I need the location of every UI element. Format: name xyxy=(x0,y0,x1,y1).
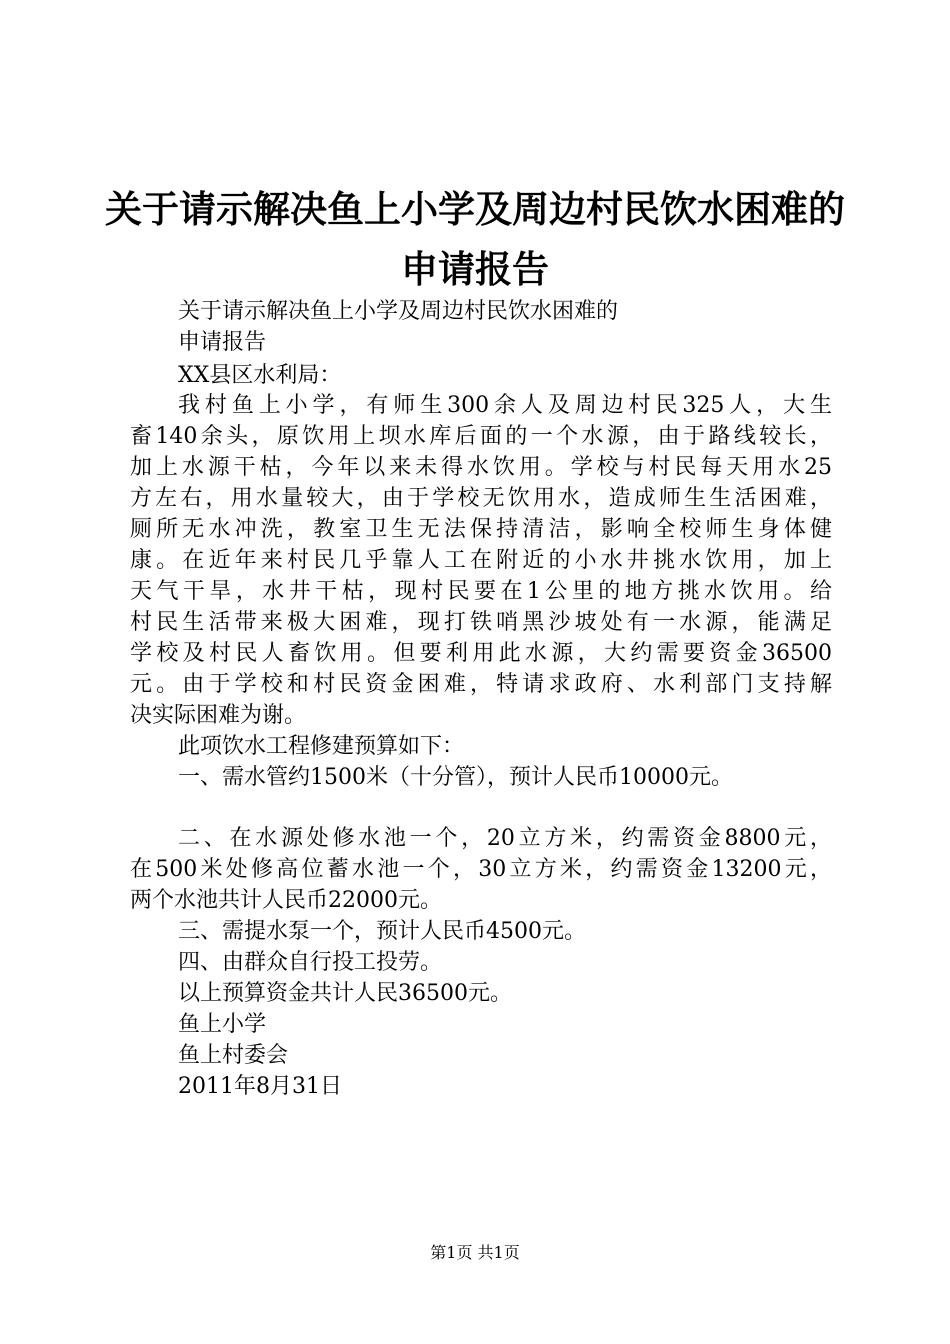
body-line: 元。由于学校和村民资金困难，特请求政府、水利部门支持解 xyxy=(130,672,832,697)
document-date: 2011年8月31日 xyxy=(178,1074,342,1099)
budget-intro: 此项饮水工程修建预算如下： xyxy=(178,734,465,759)
budget-item-1: 一、需水管约1500米（十分管），预计人民币10000元。 xyxy=(178,765,733,790)
body-line: 畜140余头，原饮用上坝水库后面的一个水源，由于路线较长， xyxy=(130,424,832,449)
page-footer: 第1页 共1页 xyxy=(430,1243,520,1262)
body-line: 村民生活带来极大困难，现打铁哨黑沙坡处有一水源，能满足 xyxy=(130,610,832,635)
body-line: 康。在近年来村民几乎靠人工在附近的小水井挑水饮用，加上 xyxy=(130,548,832,573)
document-title-line-1: 关于请示解决鱼上小学及周边村民饮水困难的 xyxy=(105,188,845,231)
body-line: 天气干旱，水井干枯，现村民要在1公里的地方挑水饮用。给 xyxy=(130,579,832,604)
addressee: XX县区水利局： xyxy=(178,363,342,388)
document-title-line-2: 申请报告 xyxy=(401,248,549,291)
budget-item-3: 三、需提水泵一个，预计人民币4500元。 xyxy=(178,919,586,944)
header-line-2: 申请报告 xyxy=(178,330,267,355)
header-line-1: 关于请示解决鱼上小学及周边村民饮水困难的 xyxy=(178,299,619,324)
body-line: 学校及村民人畜饮用。但要利用此水源，大约需要资金36500 xyxy=(130,641,832,666)
budget-total: 以上预算资金共计人民36500元。 xyxy=(178,981,512,1006)
budget-item-2-line: 在500米处修高位蓄水池一个，30立方米，约需资金13200元， xyxy=(130,857,832,882)
budget-item-4: 四、由群众自行投工投劳。 xyxy=(178,950,443,975)
budget-item-2-line: 二、在水源处修水池一个，20立方米，约需资金8800元， xyxy=(178,826,832,851)
body-line: 方左右，用水量较大，由于学校无饮用水，造成师生生活困难， xyxy=(130,486,832,511)
budget-item-2-line: 两个水池共计人民币22000元。 xyxy=(130,888,442,913)
body-line: 加上水源干枯，今年以来未得水饮用。学校与村民每天用水25 xyxy=(130,455,832,480)
body-line: 我村鱼上小学，有师生300余人及周边村民325人，大生 xyxy=(178,393,832,418)
body-line: 决实际困难为谢。 xyxy=(130,703,307,728)
body-line: 厕所无水冲洗，教室卫生无法保持清洁，影响全校师生身体健 xyxy=(130,517,832,542)
signature-village-committee: 鱼上村委会 xyxy=(178,1043,289,1068)
signature-school: 鱼上小学 xyxy=(178,1012,267,1037)
